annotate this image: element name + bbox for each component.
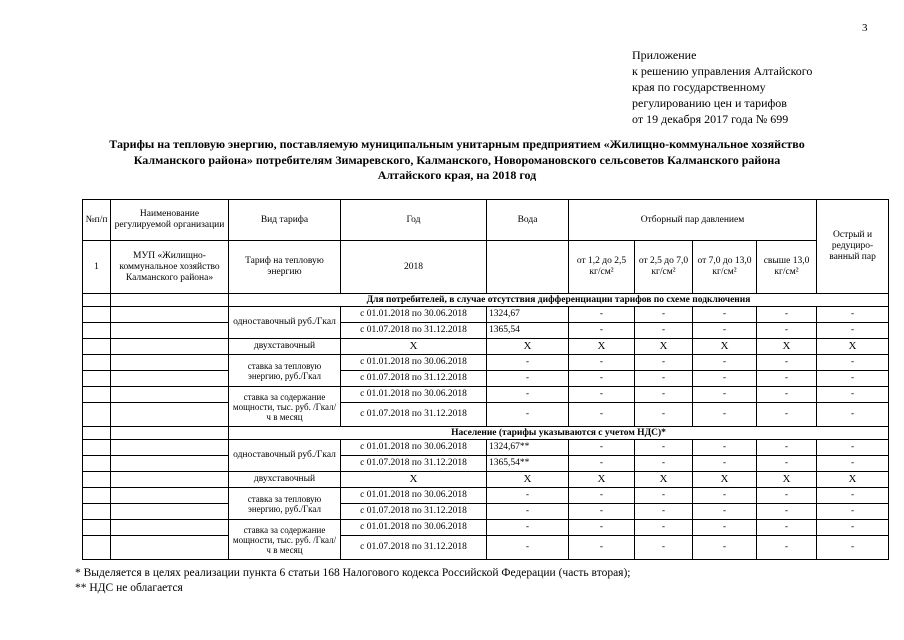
- appendix-block: [632, 47, 892, 127]
- value-cell: -: [569, 355, 635, 371]
- appendix-line: Приложение: [632, 48, 697, 62]
- table-org-row: [83, 241, 889, 294]
- period-cell: с 01.01.2018 по 30.06.2018: [341, 355, 487, 371]
- value-cell: -: [693, 371, 757, 387]
- value-cell: -: [569, 371, 635, 387]
- water-value: X: [487, 472, 569, 488]
- value-cell: -: [569, 456, 635, 472]
- value-cell: X: [693, 472, 757, 488]
- value-cell: -: [757, 488, 817, 504]
- table-row: [83, 472, 889, 488]
- value-cell: -: [757, 387, 817, 403]
- period-cell: с 01.01.2018 по 30.06.2018: [341, 307, 487, 323]
- value-cell: -: [757, 440, 817, 456]
- water-value: -: [487, 403, 569, 427]
- tariff-label: одноставочный руб./Гкал: [229, 440, 341, 472]
- header-steam: Отборный пар давлением: [569, 200, 817, 241]
- value-cell: -: [635, 504, 693, 520]
- value-cell: -: [817, 504, 889, 520]
- period-cell: с 01.07.2018 по 31.12.2018: [341, 371, 487, 387]
- value-cell: -: [635, 520, 693, 536]
- table-row: [83, 504, 889, 520]
- tariff-label: ставка за содержание мощности, тыс. руб. /Гкал/ч в месяц: [229, 520, 341, 560]
- value-cell: -: [693, 355, 757, 371]
- value-cell: X: [569, 472, 635, 488]
- tariff-label: ставка за тепловую энергию, руб./Гкал: [229, 355, 341, 387]
- value-cell: -: [757, 504, 817, 520]
- value-cell: -: [817, 323, 889, 339]
- water-value: 1324,67**: [487, 440, 569, 456]
- appendix-line: к решению управления Алтайского: [632, 64, 813, 78]
- water-value: -: [487, 371, 569, 387]
- value-cell: X: [635, 472, 693, 488]
- header-steam-3: от 7,0 до 13,0 кг/см²: [693, 241, 757, 294]
- table-row: [83, 536, 889, 560]
- period-cell: с 01.07.2018 по 31.12.2018: [341, 403, 487, 427]
- value-cell: -: [757, 355, 817, 371]
- value-cell: -: [817, 520, 889, 536]
- footnote-1: * Выделяется в целях реализации пункта 6 статьи 168 Налогового кодекса Российской Федерации (часть вторая);: [75, 567, 631, 579]
- appendix-line: регулированию цен и тарифов: [632, 96, 787, 110]
- section-title: Для потребителей, в случае отсутствия дифференциации тарифов по схеме подключения: [229, 294, 889, 307]
- value-cell: -: [635, 536, 693, 560]
- header-steam-2: от 2,5 до 7,0 кг/см²: [635, 241, 693, 294]
- value-cell: -: [817, 371, 889, 387]
- value-cell: -: [757, 371, 817, 387]
- water-value: X: [487, 339, 569, 355]
- section-title: Население (тарифы указываются с учетом НДС)*: [229, 427, 889, 440]
- value-cell: -: [817, 440, 889, 456]
- value-cell: -: [569, 403, 635, 427]
- water-value: 1365,54: [487, 323, 569, 339]
- value-cell: X: [757, 339, 817, 355]
- value-cell: -: [635, 307, 693, 323]
- value-cell: -: [635, 440, 693, 456]
- section-row: [83, 294, 889, 307]
- value-cell: X: [757, 472, 817, 488]
- value-cell: -: [569, 307, 635, 323]
- value-cell: -: [817, 387, 889, 403]
- table-row: [83, 323, 889, 339]
- page-number: 3: [862, 22, 868, 34]
- value-cell: -: [693, 456, 757, 472]
- period-cell: с 01.07.2018 по 31.12.2018: [341, 504, 487, 520]
- value-cell: -: [569, 488, 635, 504]
- tariff-label: двухставочный: [229, 472, 341, 488]
- period-cell: с 01.01.2018 по 30.06.2018: [341, 440, 487, 456]
- section-row: [83, 427, 889, 440]
- table-row: [83, 440, 889, 456]
- value-cell: X: [635, 339, 693, 355]
- value-cell: -: [693, 323, 757, 339]
- header-year: Год: [341, 200, 487, 241]
- period-cell: X: [341, 472, 487, 488]
- table-row: [83, 307, 889, 323]
- tariff-label: ставка за тепловую энергию, руб./Гкал: [229, 488, 341, 520]
- value-cell: -: [693, 488, 757, 504]
- value-cell: -: [635, 371, 693, 387]
- table-row: [83, 355, 889, 371]
- tariff-label: одноставочный руб./Гкал: [229, 307, 341, 339]
- value-cell: -: [635, 403, 693, 427]
- period-cell: с 01.01.2018 по 30.06.2018: [341, 520, 487, 536]
- table-row: [83, 520, 889, 536]
- document-title: [60, 137, 854, 184]
- period-cell: X: [341, 339, 487, 355]
- header-steam-1: от 1,2 до 2,5 кг/см²: [569, 241, 635, 294]
- value-cell: X: [693, 339, 757, 355]
- water-value: 1324,67: [487, 307, 569, 323]
- value-cell: -: [757, 520, 817, 536]
- value-cell: -: [693, 520, 757, 536]
- value-cell: -: [817, 403, 889, 427]
- tariff-label: двухставочный: [229, 339, 341, 355]
- value-cell: -: [757, 456, 817, 472]
- footnotes: [75, 566, 630, 596]
- title-line: Тарифы на тепловую энергию, поставляемую муниципальным унитарным предприятием «Жилищно-коммунальное хозяйство: [109, 137, 805, 151]
- value-cell: -: [635, 456, 693, 472]
- value-cell: -: [635, 488, 693, 504]
- water-value: -: [487, 488, 569, 504]
- title-line: Калманского района» потребителям Зимаревского, Калманского, Новоромановского сельсоветов Калманского района: [133, 152, 781, 167]
- value-cell: -: [635, 323, 693, 339]
- tariff-table: [82, 199, 889, 560]
- value-cell: -: [693, 536, 757, 560]
- value-cell: -: [693, 504, 757, 520]
- value-cell: X: [817, 472, 889, 488]
- title-line: Алтайского края, на 2018 год: [377, 168, 537, 182]
- value-cell: -: [693, 387, 757, 403]
- table-row: [83, 456, 889, 472]
- value-cell: -: [817, 307, 889, 323]
- footnote-2: ** НДС не облагается: [75, 582, 183, 594]
- org-tariff: Тариф на тепловую энергию: [229, 241, 341, 294]
- value-cell: -: [693, 440, 757, 456]
- water-value: -: [487, 520, 569, 536]
- header-num: №п/п: [83, 200, 111, 241]
- water-value: -: [487, 504, 569, 520]
- appendix-line: края по государственному: [632, 80, 766, 94]
- table-row: [83, 339, 889, 355]
- water-value: -: [487, 387, 569, 403]
- table-row: [83, 387, 889, 403]
- value-cell: -: [693, 403, 757, 427]
- value-cell: -: [569, 520, 635, 536]
- period-cell: с 01.01.2018 по 30.06.2018: [341, 387, 487, 403]
- org-year: 2018: [341, 241, 487, 294]
- header-steam-4: свыше 13,0 кг/см²: [757, 241, 817, 294]
- value-cell: -: [635, 355, 693, 371]
- org-water-empty: [487, 241, 569, 294]
- table-row: [83, 403, 889, 427]
- period-cell: с 01.07.2018 по 31.12.2018: [341, 456, 487, 472]
- value-cell: -: [757, 307, 817, 323]
- water-value: 1365,54**: [487, 456, 569, 472]
- water-value: -: [487, 536, 569, 560]
- period-cell: с 01.01.2018 по 30.06.2018: [341, 488, 487, 504]
- value-cell: -: [569, 387, 635, 403]
- header-tariff-type: Вид тарифа: [229, 200, 341, 241]
- value-cell: -: [817, 456, 889, 472]
- appendix-line: от 19 декабря 2017 года № 699: [632, 112, 789, 126]
- period-cell: с 01.07.2018 по 31.12.2018: [341, 323, 487, 339]
- tariff-label: ставка за содержание мощности, тыс. руб. /Гкал/ч в месяц: [229, 387, 341, 427]
- table-header-row: [83, 200, 889, 241]
- header-sharp-steam: Острый и редуциро-ванный пар: [817, 200, 889, 294]
- value-cell: -: [569, 536, 635, 560]
- table-row: [83, 371, 889, 387]
- value-cell: -: [569, 504, 635, 520]
- value-cell: -: [757, 536, 817, 560]
- value-cell: -: [817, 488, 889, 504]
- header-water: Вода: [487, 200, 569, 241]
- value-cell: -: [817, 536, 889, 560]
- value-cell: -: [635, 387, 693, 403]
- value-cell: -: [569, 323, 635, 339]
- value-cell: -: [693, 307, 757, 323]
- value-cell: X: [817, 339, 889, 355]
- org-num: 1: [83, 241, 111, 294]
- value-cell: -: [757, 403, 817, 427]
- header-org-name: Наименование регулируемой организации: [111, 200, 229, 241]
- value-cell: -: [757, 323, 817, 339]
- value-cell: X: [569, 339, 635, 355]
- period-cell: с 01.07.2018 по 31.12.2018: [341, 536, 487, 560]
- org-name: МУП «Жилищно-коммунальное хозяйство Калманского района»: [111, 241, 229, 294]
- value-cell: -: [569, 440, 635, 456]
- value-cell: -: [817, 355, 889, 371]
- table-row: [83, 488, 889, 504]
- water-value: -: [487, 355, 569, 371]
